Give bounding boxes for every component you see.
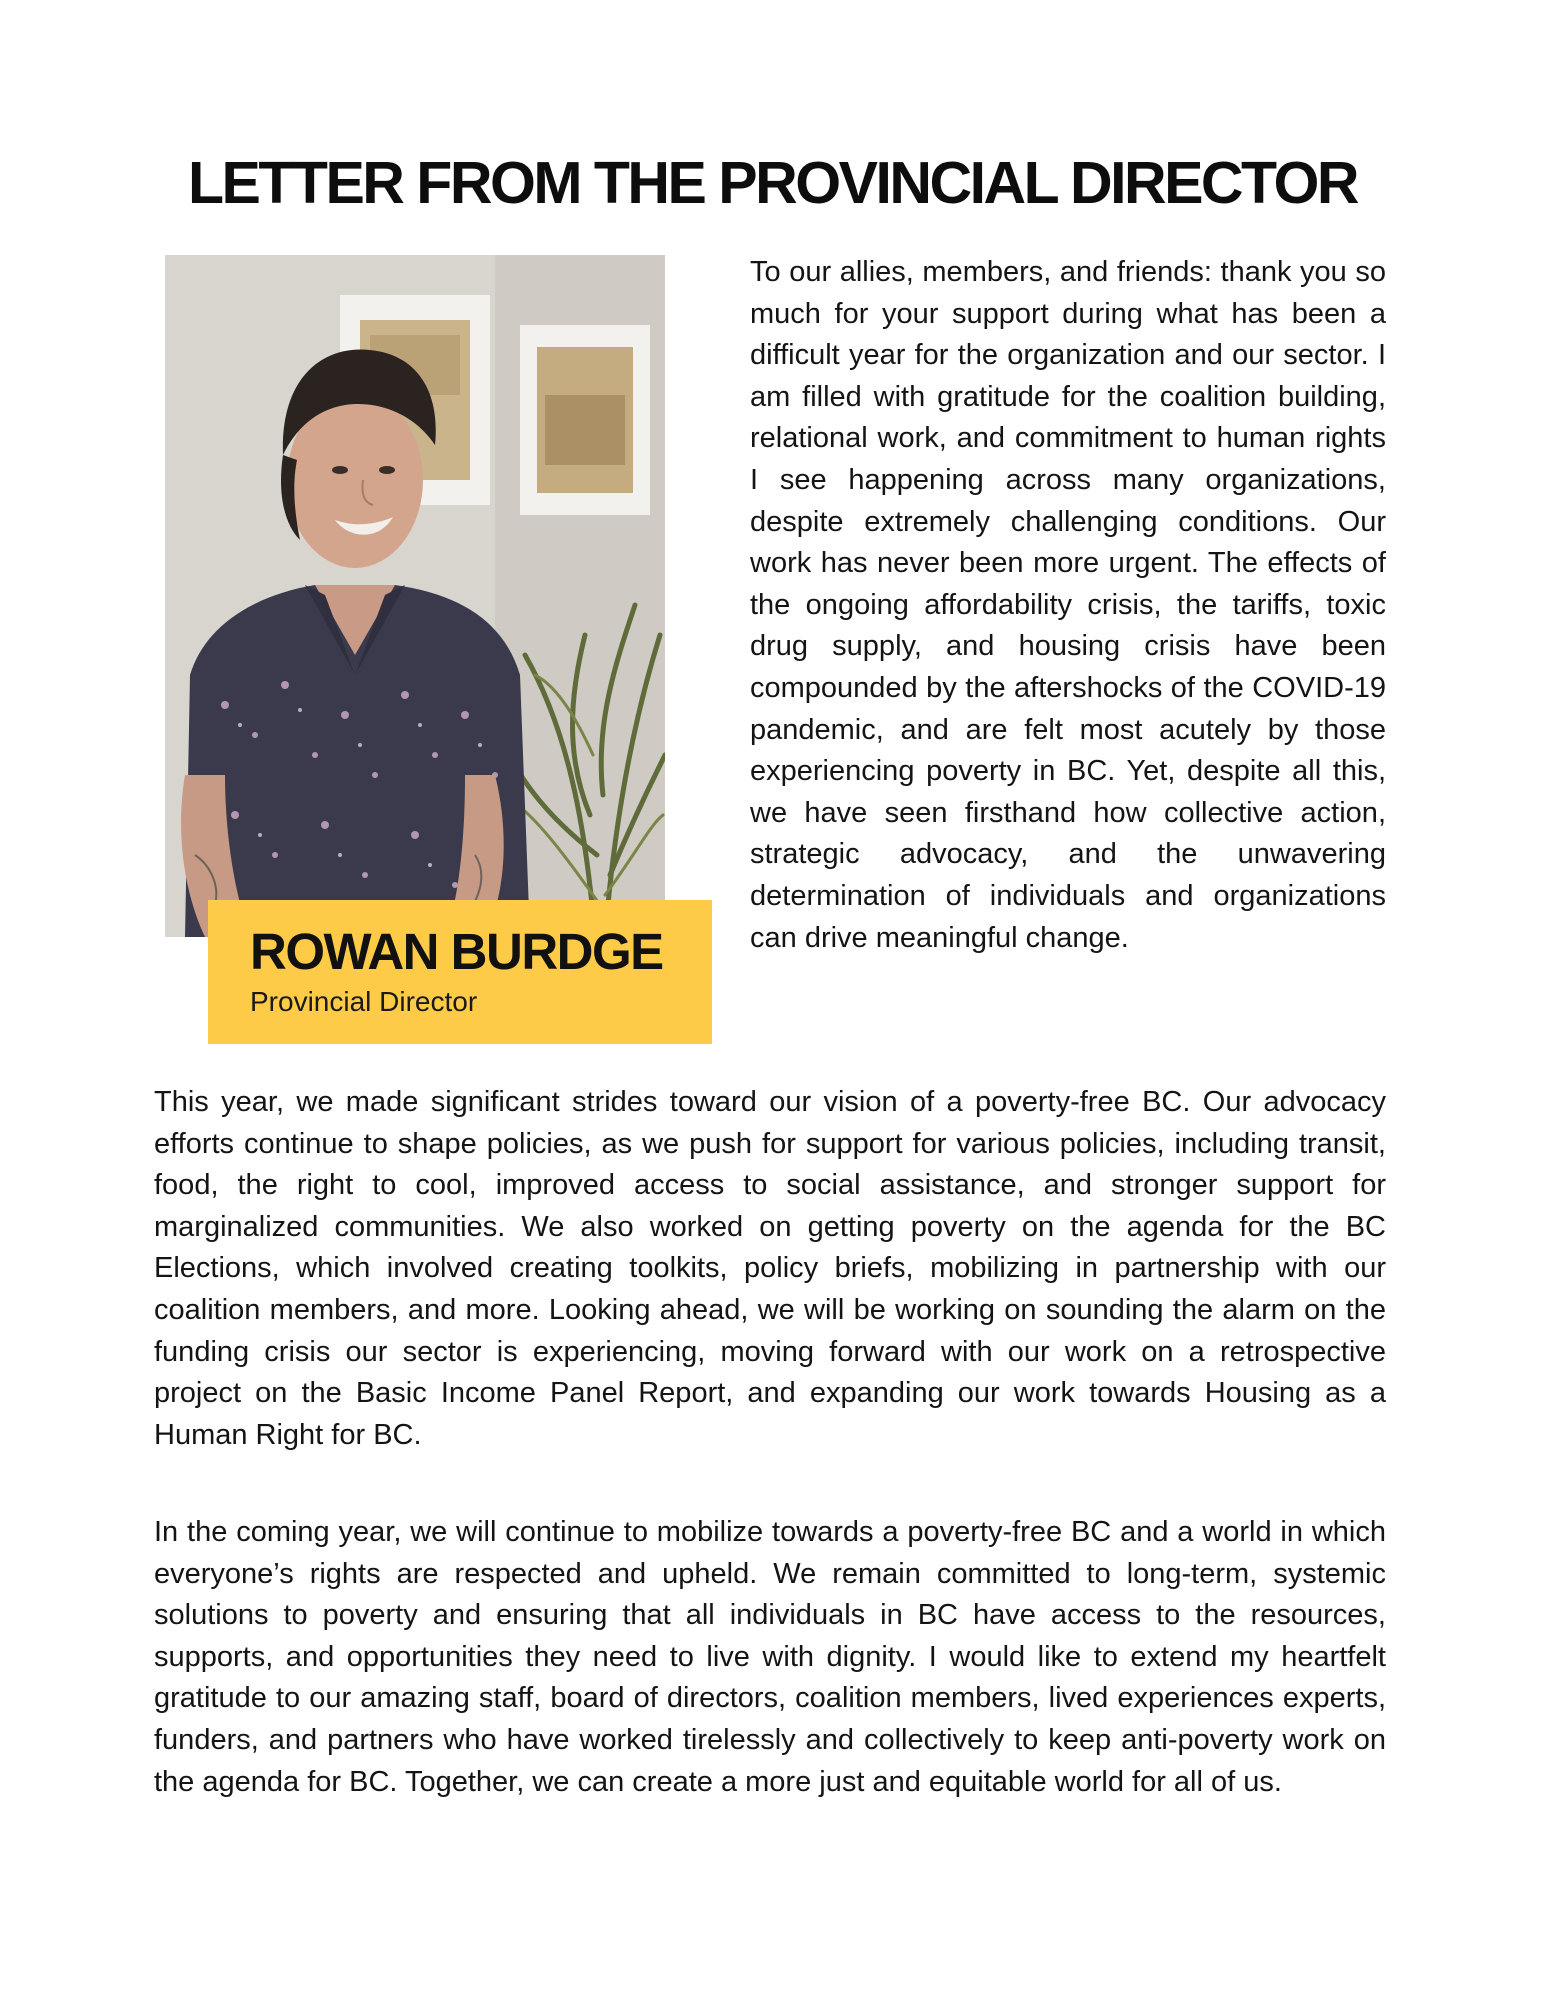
page-title: LETTER FROM THE PROVINCIAL DIRECTOR xyxy=(187,150,1357,216)
director-portrait-photo xyxy=(165,255,665,937)
letter-paragraph-1: This year, we made significant strides toward our vision of a poverty-free BC. Our advocacy efforts continue to shape policies, as we push for support for various policies, including transit, food, the right to cool, improved access to social assistance, and stronger support for marginalized communities. We also worked on getting poverty on the agenda for the BC Elections, which involved creating toolkits, policy briefs, mobilizing in partnership with our coalition members, and more. Looking ahead, we will be working on sounding the alarm on the funding crisis our sector is experiencing, moving forward with our work on a retrospective project on the Basic Income Panel Report, and expanding our work towards Housing as a Human Right for BC. xyxy=(154,1086,1386,1451)
name-plate xyxy=(208,900,712,1044)
letter-intro-paragraph: To our allies, members, and friends: thank you so much for your support during what has been a difficult year for the organization and our sector. I am filled with gratitude for the coalition building, relational work, and commitment to human rights I see happening across many organizations, despite extremely challenging conditions. Our work has never been more urgent. The effects of the ongoing affordability crisis, the tariffs, toxic drug supply, and housing crisis have been compounded by the aftershocks of the COVID-19 pandemic, and are felt most acutely by those experiencing poverty in BC. Yet, despite all this, we have seen firsthand how collective action, strategic advocacy, and the unwavering determination of individuals and organizations can drive meaningful change. xyxy=(750,256,1386,954)
letter-paragraph-2: In the coming year, we will continue to mobilize towards a poverty-free BC and a world in which everyone’s rights are respected and upheld. We remain committed to long-term, systemic solutions to poverty and ensuring that all individuals in BC have access to the resources, supports, and opportunities they need to live with dignity. I would like to extend my heartfelt gratitude to our amazing staff, board of directors, coalition members, lived experiences experts, funders, and partners who have worked tirelessly and collectively to keep anti-poverty work on the agenda for BC. Together, we can create a more just and equitable world for all of us. xyxy=(154,1516,1386,1798)
director-name: ROWAN BURDGE xyxy=(250,923,663,980)
director-role: Provincial Director xyxy=(250,986,478,1017)
